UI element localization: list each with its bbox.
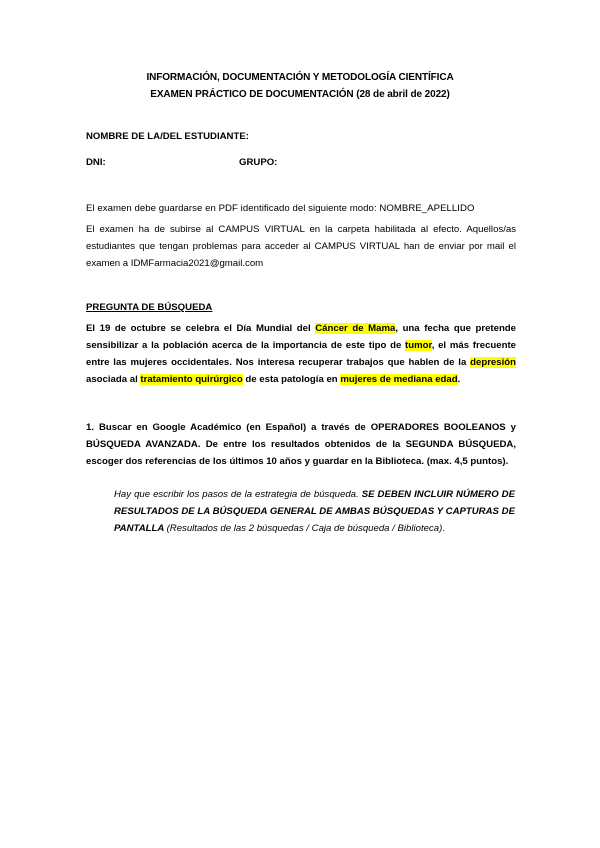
task-1-note-line-3: PANTALLA (Resultados de las 2 búsquedas / Caja de búsqueda / Biblioteca). [114, 523, 445, 534]
save-instruction: El examen debe guardarse en PDF identificado del siguiente modo: NOMBRE_APELLIDO [86, 203, 475, 214]
question-paragraph-line-1: El 19 de octubre se celebra el Día Mundial del Cáncer de Mama, una fecha que pretende [86, 323, 517, 334]
upload-instruction-line-1: El examen ha de subirse al CAMPUS VIRTUAL en la carpeta habilitada al efecto. Aquellos/as [86, 224, 516, 235]
exam-title-practical: EXAMEN PRÁCTICO DE DOCUMENTACIÓN (28 de abril de 2022) [150, 89, 450, 100]
task-1-note-line-2: RESULTADOS DE LA BÚSQUEDA GENERAL DE AMBAS BÚSQUEDAS Y CAPTURAS DE [114, 506, 515, 517]
task-1-note-line-1: Hay que escribir los pasos de la estrategia de búsqueda. SE DEBEN INCLUIR NÚMERO DE [114, 489, 515, 500]
highlight-depression: depresión [470, 357, 516, 368]
exam-title-subject: INFORMACIÓN, DOCUMENTACIÓN Y METODOLOGÍA CIENTÍFICA [146, 72, 454, 83]
upload-instruction-line-2: estudiantes que tengan problemas para acceder al CAMPUS VIRTUAL han de enviar por mail el [86, 241, 516, 252]
dni-label: DNI: [86, 157, 106, 168]
highlight-middle-aged-women: mujeres de mediana edad [340, 374, 458, 385]
question-paragraph-line-3: entre las mujeres occidentales. Nos interesa recuperar trabajos que hablen de la depresión [86, 357, 516, 368]
task-1-line-3: escoger dos referencias de los últimos 10 años y guardar en la Biblioteca. (max. 4,5 puntos). [86, 456, 509, 467]
highlight-surgical-treatment: tratamiento quirúrgico [140, 374, 243, 385]
question-heading: PREGUNTA DE BÚSQUEDA [86, 302, 213, 313]
question-paragraph-line-2: sensibilizar a la población acerca de la importancia de este tipo de tumor, el más frecuente [86, 340, 516, 351]
task-1-line-2: BÚSQUEDA AVANZADA. De entre los resultados obtenidos de la SEGUNDA BÚSQUEDA, [86, 439, 516, 450]
upload-instruction-line-3: examen a IDMFarmacia2021@gmail.com [86, 258, 264, 269]
student-name-label: NOMBRE DE LA/DEL ESTUDIANTE: [86, 131, 249, 142]
highlight-tumor: tumor [405, 340, 432, 351]
highlight-breast-cancer: Cáncer de Mama [315, 323, 396, 334]
task-1-line-1: 1. Buscar en Google Académico (en Español) a través de OPERADORES BOOLEANOS y [86, 422, 516, 433]
question-paragraph-line-4: asociada al tratamiento quirúrgico de esta patología en mujeres de mediana edad. [86, 374, 461, 385]
group-label: GRUPO: [239, 157, 278, 168]
